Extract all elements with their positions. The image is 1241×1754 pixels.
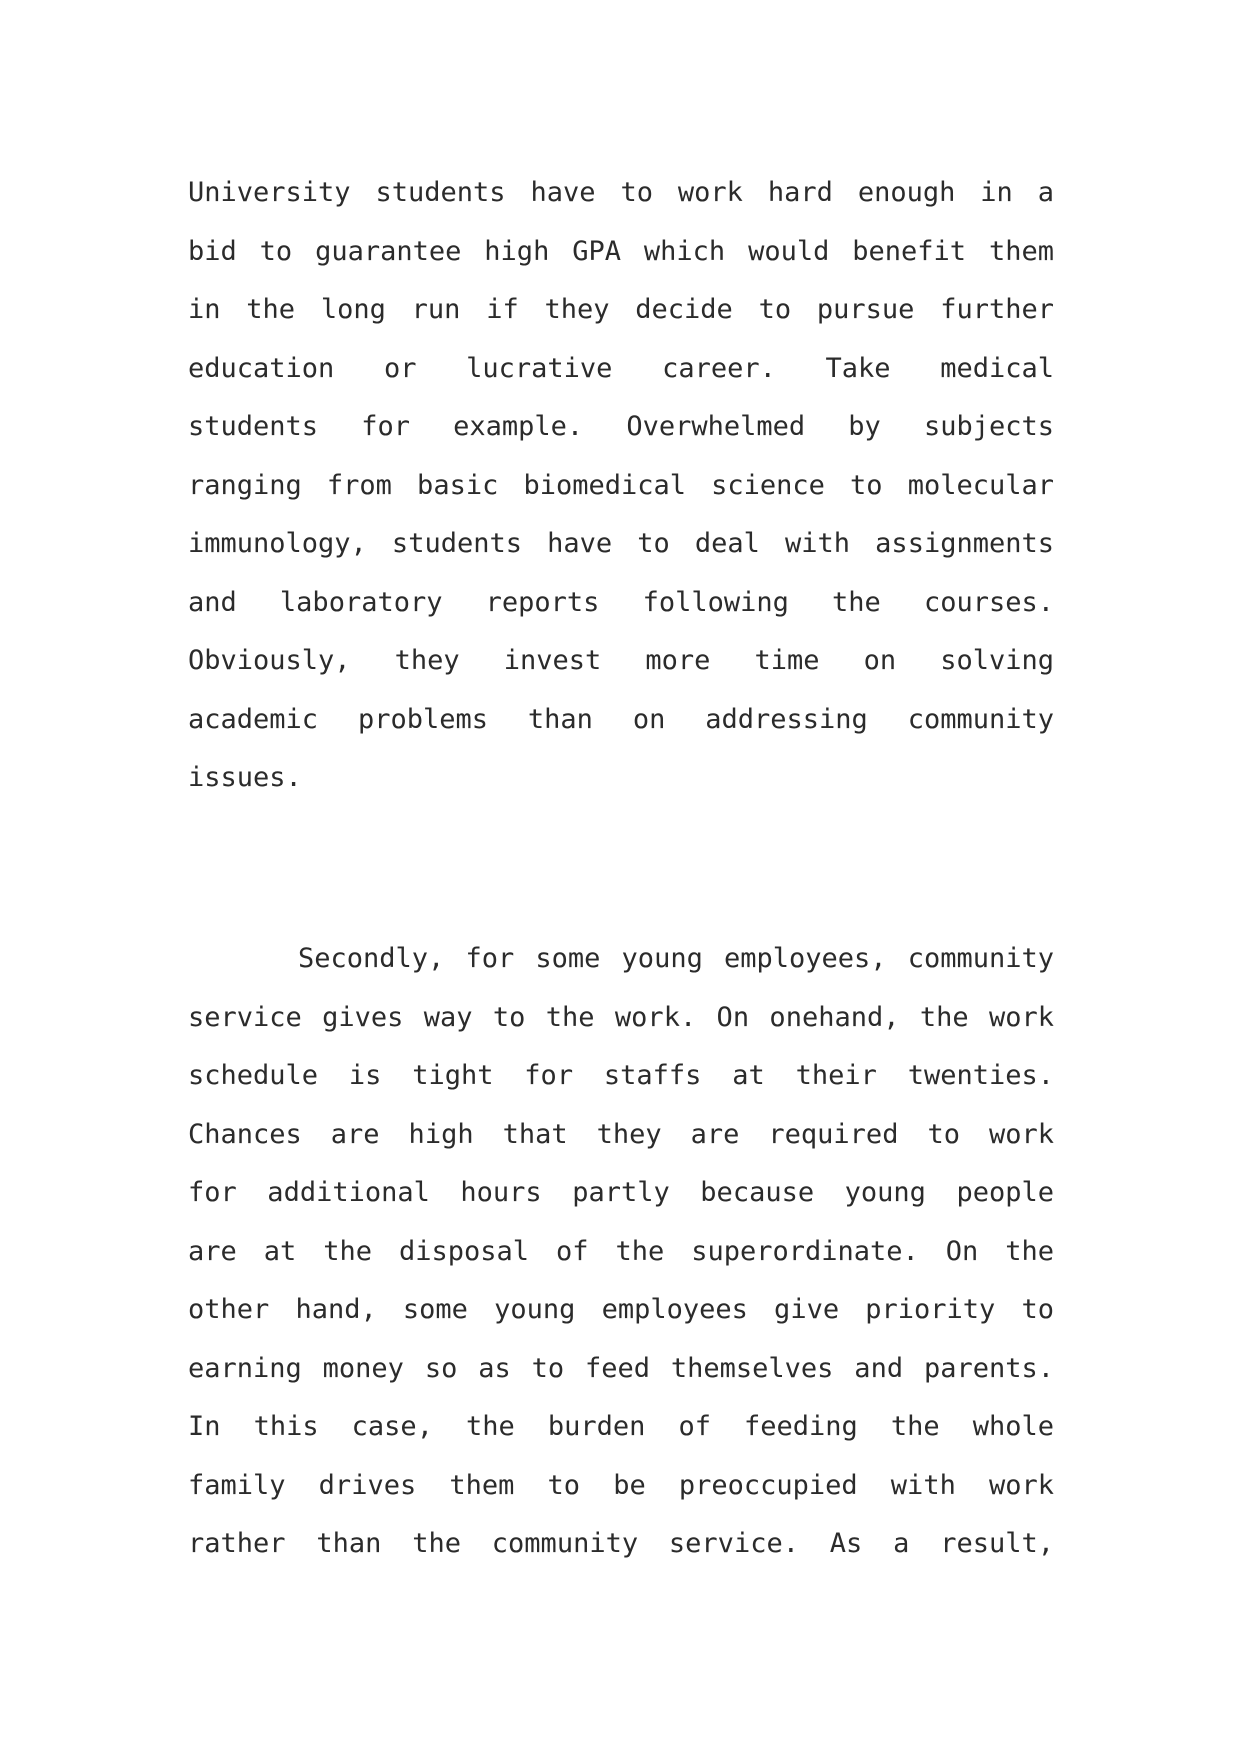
paragraph-2 [188,930,1054,1574]
text-line: other hand, some young employees give priority to [188,1294,1054,1325]
text-line: schedule is tight for staffs at their twenties. [188,1060,1054,1091]
text-line: Chances are high that they are required to work [188,1118,1054,1150]
text-line: issues. [188,762,302,793]
text-line: earning money so as to feed themselves and parents. [188,1352,1054,1384]
text-line: rather than the community service. As a result, [188,1528,1054,1559]
text-line: bid to guarantee high GPA which would benefit them [188,235,1054,267]
text-line: academic problems than on addressing community [188,703,1054,735]
paragraph-1 [188,164,1054,808]
text-line: Obviously, they invest more time on solving [188,645,1054,676]
text-line: education or lucrative career. Take medical [188,352,1054,384]
text-line: in the long run if they decide to pursue further [188,294,1054,325]
text-line: University students have to work hard enough in a [188,177,1054,208]
text-line: ranging from basic biomedical science to molecular [188,469,1054,501]
text-line: Secondly, for some young employees, community [298,943,1054,974]
text-line: and laboratory reports following the courses. [188,586,1054,618]
text-line: for additional hours partly because young people [188,1177,1054,1208]
text-line: are at the disposal of the superordinate. On the [188,1235,1054,1267]
text-line: family drives them to be preoccupied with work [188,1469,1054,1501]
text-line: students for example. Overwhelmed by subjects [188,411,1054,442]
text-line: In this case, the burden of feeding the whole [188,1411,1054,1442]
text-line: service gives way to the work. On onehand, the work [188,1001,1054,1033]
text-line: immunology, students have to deal with assignments [188,528,1054,559]
